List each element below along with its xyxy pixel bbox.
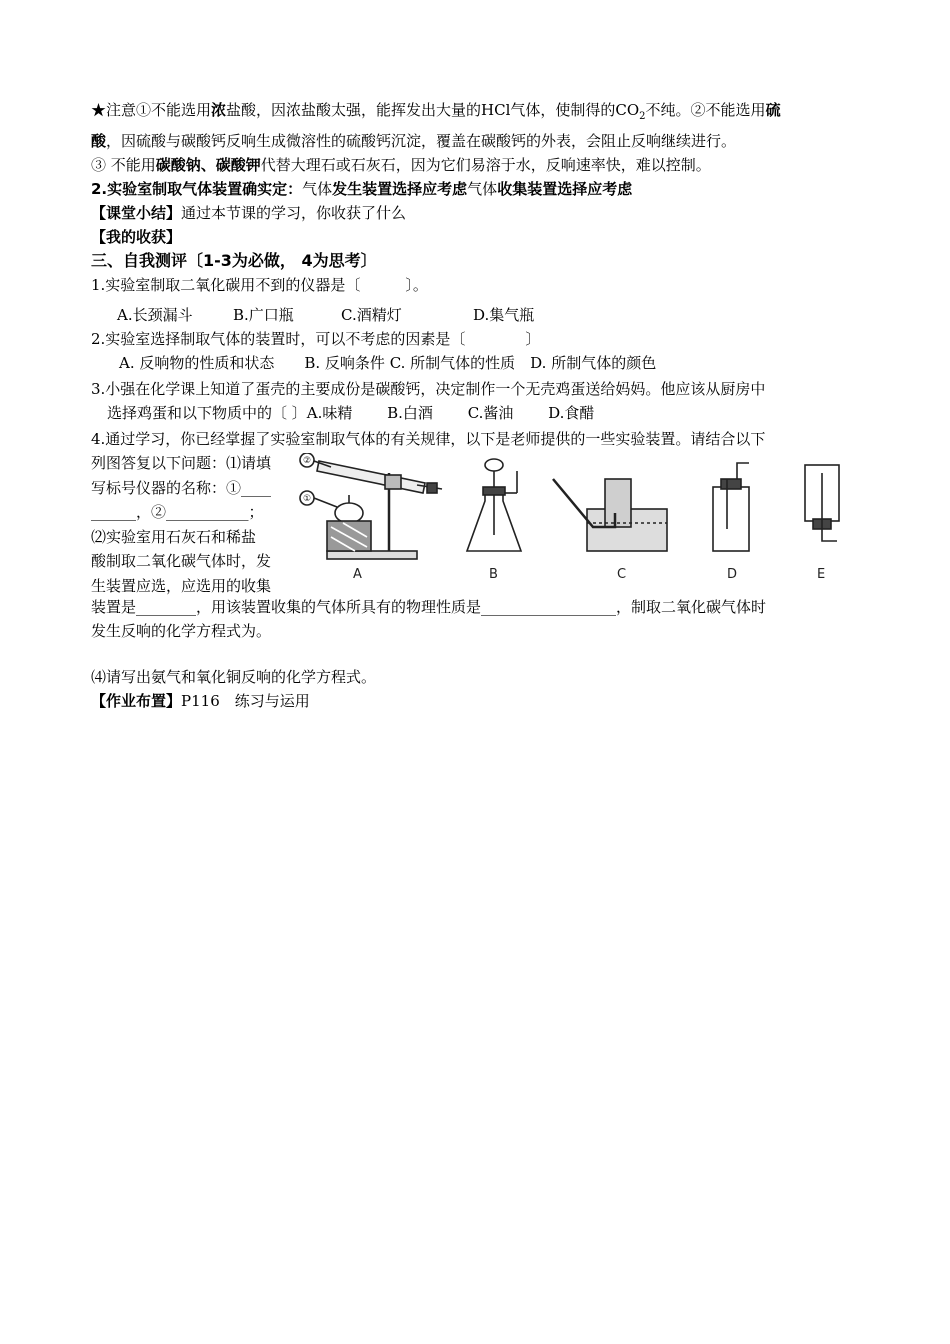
question-4-line-1: 4.通过学习，你已经掌握了实验室制取气体的有关规律，以下是老师提供的一些实验装置。请结合以下 bbox=[91, 430, 766, 448]
co2-subscript: 2 bbox=[639, 111, 646, 122]
note-third-b: 碳酸钠、碳酸钾 bbox=[155, 156, 261, 174]
point-2-e: 收集装置选择应考虑 bbox=[497, 180, 633, 198]
harvest-tag: 【我的收获】 bbox=[91, 228, 182, 246]
question-4-side-text bbox=[91, 451, 293, 598]
fig-label-c: C bbox=[617, 567, 627, 582]
note-star: ★注意①不能选用 bbox=[91, 101, 212, 119]
fig-mark-1: ① bbox=[302, 494, 312, 504]
fig-label-e: E bbox=[817, 567, 826, 582]
class-summary bbox=[91, 201, 861, 225]
q4-cont-2: 发生反响的化学方程式为。 bbox=[91, 622, 272, 640]
q4-side-3: ______，②___________； bbox=[91, 503, 264, 521]
note-nong: 浓 bbox=[211, 101, 227, 119]
question-1-options bbox=[91, 303, 861, 327]
point-2-c: 发生装置选择应考虑 bbox=[332, 180, 468, 198]
note-third-c: 代替大理石或石灰石，因为它们易溶于水，反响速率快，难以控制。 bbox=[260, 156, 711, 174]
fig-label-d: D bbox=[727, 567, 738, 582]
apparatus-d bbox=[713, 463, 749, 551]
q4-cont-1: 装置是________，用该装置收集的气体所具有的物理性质是__________________，制取二氧化碳气体时 bbox=[91, 598, 767, 616]
q4-side-6: 生装置应选，应选用的收集 bbox=[91, 576, 272, 595]
q4-side-2: 写标号仪器的名称：①____ bbox=[91, 478, 272, 497]
note-nong-rest: 盐酸，因浓盐酸太强，能挥发出大量的HCl气体，使制得的CO bbox=[226, 101, 640, 119]
homework-text: P116 练习与运用 bbox=[181, 692, 310, 710]
note-liu: 硫 bbox=[765, 101, 781, 119]
note-suan: 酸 bbox=[91, 132, 107, 150]
note-line-1 bbox=[91, 98, 861, 129]
spacer bbox=[91, 643, 861, 665]
question-4-figure-area bbox=[91, 451, 861, 595]
question-2: 2.实验室选择制取气体的装置时，可以不考虑的因素是〔 〕 bbox=[91, 330, 541, 348]
q1-option-c: C.酒精灯 bbox=[341, 306, 402, 324]
q4-side-5: 酸制取二氧化碳气体时，发 bbox=[91, 552, 272, 570]
homework bbox=[91, 689, 861, 713]
apparatus-b bbox=[467, 459, 521, 551]
homework-tag: 【作业布置】 bbox=[91, 692, 182, 710]
summary-text: 通过本节课的学习，你收获了什么 bbox=[181, 204, 407, 222]
q4-side-4: ⑵实验室用石灰石和稀盐 bbox=[91, 527, 257, 546]
point-2-a: 2.实验室制取气体装置确实定： bbox=[91, 180, 303, 198]
q1-option-b: B.广口瓶 bbox=[233, 306, 294, 324]
note-third-a: ③ 不能用 bbox=[91, 156, 156, 174]
my-harvest bbox=[91, 225, 861, 249]
summary-tag: 【课堂小结】 bbox=[91, 204, 182, 222]
note-line-2 bbox=[91, 129, 861, 153]
q4-part-4: ⑷请写出氨气和氧化铜反响的化学方程式。 bbox=[91, 668, 377, 686]
question-3-line-1: 3.小强在化学课上知道了蛋壳的主要成份是碳酸钙，决定制作一个无壳鸡蛋送给妈妈。他应该从厨房中 bbox=[91, 380, 766, 398]
fig-mark-2: ② bbox=[302, 456, 312, 466]
fig-label-a: A bbox=[353, 567, 362, 582]
apparatus-c bbox=[553, 479, 667, 551]
apparatus-svg bbox=[297, 453, 863, 591]
note-line-3 bbox=[91, 153, 861, 177]
q1-option-a: A.长颈漏斗 bbox=[117, 306, 193, 324]
worksheet bbox=[91, 98, 861, 713]
fig-label-b: B bbox=[489, 567, 498, 582]
note-suan-rest: ，因硫酸与碳酸钙反响生成微溶性的硫酸钙沉淀，覆盖在碳酸钙的外表，会阻止反响继续进行。 bbox=[106, 132, 737, 150]
question-3-line-2: 选择鸡蛋和以下物质中的〔 〕A.味精 B.白酒 C.酱油 D.食醋 bbox=[107, 404, 595, 422]
apparatus-figure bbox=[297, 453, 863, 591]
point-2-d: 气体 bbox=[467, 180, 498, 198]
point-2 bbox=[91, 177, 861, 201]
apparatus-a bbox=[300, 453, 442, 559]
apparatus-e bbox=[805, 465, 839, 541]
question-2-options: A. 反响物的性质和状态 B. 反响条件 C. 所制气体的性质 D. 所制气体的颜色 bbox=[119, 354, 657, 372]
section-3-heading: 三、自我测评〔1-3为必做， 4为思考〕 bbox=[91, 251, 377, 270]
question-1: 1.实验室制取二氧化碳用不到的仪器是〔 〕。 bbox=[91, 276, 428, 294]
note-co2-rest: 不纯。②不能选用 bbox=[645, 101, 766, 119]
q4-side-1: 列图答复以下问题：⑴请填 bbox=[91, 454, 272, 472]
point-2-b: 气体 bbox=[302, 180, 333, 198]
q1-option-d: D.集气瓶 bbox=[473, 306, 535, 324]
